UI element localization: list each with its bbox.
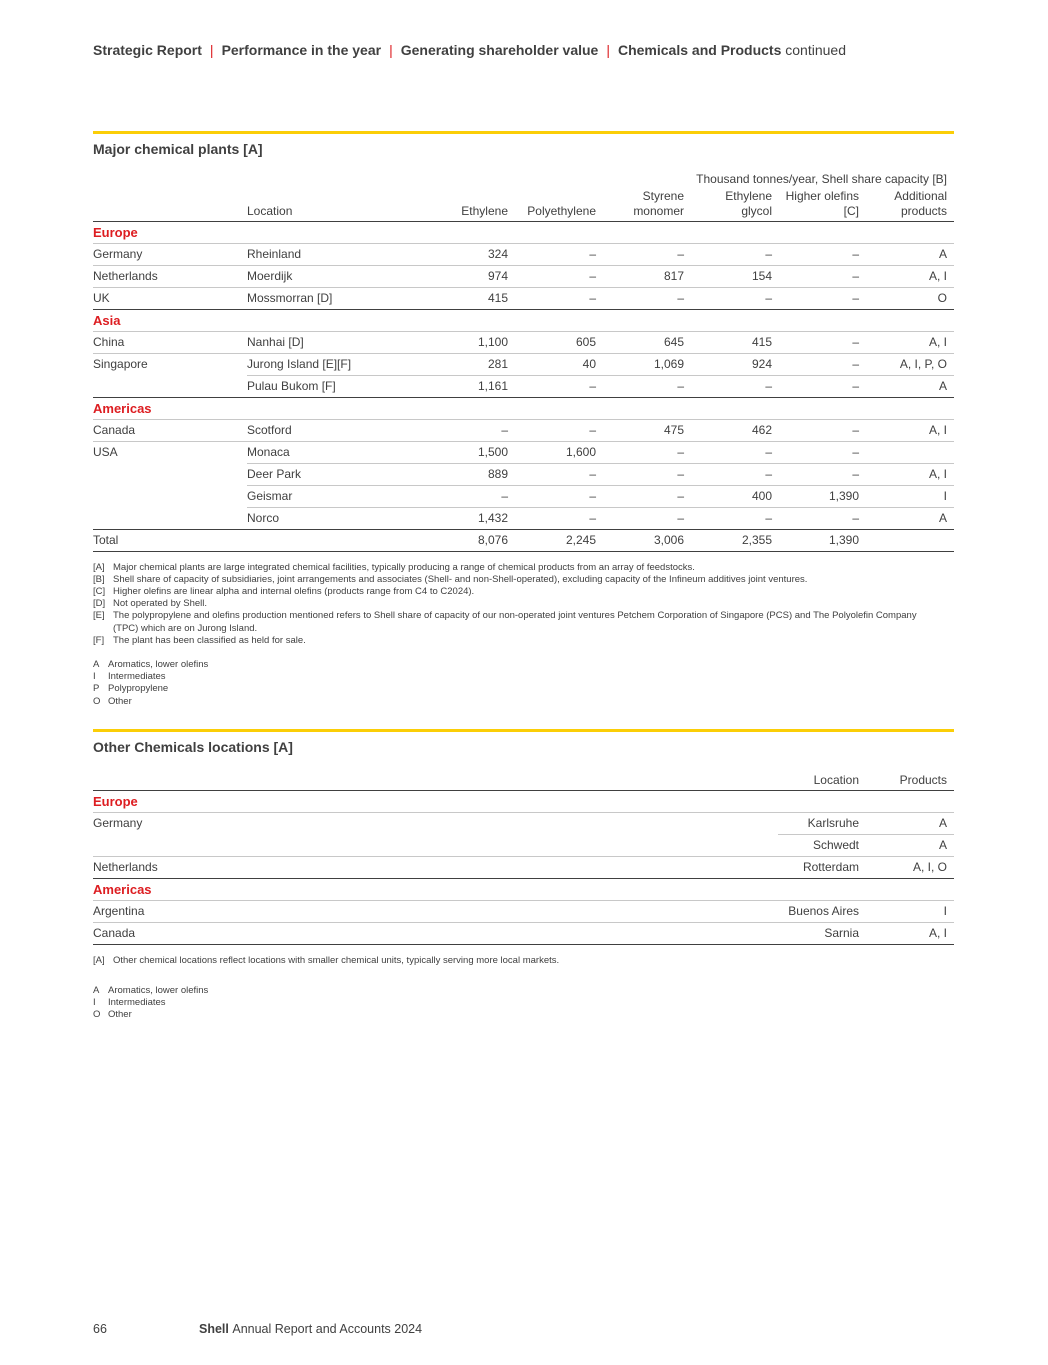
region-label: Europe [93,221,954,243]
country-cell [93,485,247,507]
section-divider [93,131,954,134]
products-cell: A, I [866,265,954,287]
breadcrumb-continued: continued [785,42,846,58]
country-cell: Germany [93,243,247,265]
legend-item: I Intermediates [93,996,166,1008]
value-cell: 974 [407,265,515,287]
value-cell: – [779,441,866,463]
location-cell: Pulau Bukom [F] [247,375,407,397]
column-header: Additional products [866,187,954,221]
products-cell: A [866,507,954,529]
legend-item: O Other [93,695,132,707]
products-cell: A, I [866,419,954,441]
region-label: Asia [93,309,954,331]
value-cell: 1,432 [407,507,515,529]
table-row [93,265,954,287]
breadcrumb-separator: | [606,42,610,58]
products-cell: A, I, P, O [866,353,954,375]
value-cell: – [603,243,691,265]
value-cell: 1,069 [603,353,691,375]
country-cell: Netherlands [93,265,247,287]
table-row [93,900,954,922]
value-cell: 415 [691,331,779,353]
products-cell: I [866,485,954,507]
country-cell [93,507,247,529]
footnote: [B] Shell share of capacity of subsidiaries, joint arrangements and associates (Shell- and non-Shell-operated), excluding capacity of the Infineum additives joint ventures. [93,573,808,585]
value-cell: 889 [407,463,515,485]
major-plants-section [93,131,954,708]
location-cell: Sarnia [778,922,866,944]
value-cell: 1,600 [515,441,603,463]
page-footer [93,1322,423,1336]
products-cell: I [866,900,954,922]
value-cell: – [779,375,866,397]
value-cell: – [779,419,866,441]
location-cell: Karlsruhe [778,812,866,834]
value-cell: 1,100 [407,331,515,353]
value-cell: 154 [691,265,779,287]
country-cell: Germany [93,815,143,830]
breadcrumb-separator: | [209,42,214,58]
location-cell: Scotford [247,419,407,441]
value-cell: 645 [603,331,691,353]
total-cell: 1,390 [779,529,866,551]
value-cell: – [515,243,603,265]
table-row [93,485,954,507]
country-cell: Netherlands [93,856,778,878]
products-cell: O [866,287,954,309]
country-cell: UK [93,287,247,309]
table-row [93,441,954,463]
value-cell: 605 [515,331,603,353]
country-cell: China [93,331,247,353]
footnotes [93,955,954,967]
country-cell: Singapore [93,356,148,371]
country-cell [93,375,247,397]
value-cell: 415 [407,287,515,309]
value-cell: 475 [603,419,691,441]
legend-item: P Polypropylene [93,683,169,695]
value-cell: 40 [515,353,603,375]
column-header [93,187,247,221]
region-label: Europe [93,790,954,812]
legend-item: A Aromatics, lower olefins [93,984,209,996]
products-cell: A, I [866,331,954,353]
section-title: Other Chemicals locations [A] [93,739,293,755]
column-header: Location [778,770,866,790]
breadcrumb-separator: | [389,42,393,58]
country-cell [93,463,247,485]
column-header: Higher olefins [C] [779,187,866,221]
location-cell: Moerdijk [247,265,407,287]
location-cell: Geismar [247,485,407,507]
location-cell: Jurong Island [E][F] [247,353,407,375]
value-cell: – [603,485,691,507]
table-row [93,375,954,397]
products-cell: A, I [866,922,954,944]
location-cell: Monaca [247,441,407,463]
total-label: Total [93,529,247,551]
value-cell: – [691,287,779,309]
value-cell: 281 [407,353,515,375]
products-cell [866,441,954,463]
value-cell: – [779,353,866,375]
legend [93,985,954,1022]
products-cell: A [866,834,954,856]
value-cell: – [691,507,779,529]
other-locations-table [93,770,954,945]
footnote: [E] The polypropylene and olefins production mentioned refers to Shell share of capacity of our non-operated joint ventures Petchem Corporation of Singapore (PCS) and The Polyolefin Company (TPC) which are on Jurong Island. [93,610,917,634]
value-cell: – [515,485,603,507]
footnote: [A] Major chemical plants are large integrated chemical facilities, typically producing a range of chemical products from an array of feedstocks. [93,561,695,573]
value-cell: 817 [603,265,691,287]
products-cell: A [866,375,954,397]
major-plants-table [93,169,954,552]
location-cell: Rheinland [247,243,407,265]
column-header: Ethylene glycol [691,187,779,221]
location-cell: Rotterdam [778,856,866,878]
table-row [93,419,954,441]
total-cell: 3,006 [603,529,691,551]
column-header: Styrene monomer [603,187,691,221]
total-row [93,529,954,551]
value-cell: 1,390 [779,485,866,507]
products-cell: A, I [866,463,954,485]
location-cell: Schwedt [778,834,866,856]
value-cell: – [407,419,515,441]
value-cell: – [407,485,515,507]
total-cell: 2,245 [515,529,603,551]
value-cell: – [603,507,691,529]
column-header: Products [866,770,954,790]
table-row [93,812,954,834]
column-header [93,770,778,790]
country-cell: Canada [93,419,247,441]
value-cell: – [515,507,603,529]
table-row [93,463,954,485]
legend-item: A Aromatics, lower olefins [93,658,209,670]
value-cell: – [603,375,691,397]
total-cell: 2,355 [691,529,779,551]
value-cell: – [603,463,691,485]
footnotes [93,562,954,647]
table-row [93,331,954,353]
country-cell: Canada [93,922,778,944]
breadcrumb-item[interactable]: Chemicals and Products [617,42,782,58]
value-cell: – [691,375,779,397]
total-cell: 8,076 [407,529,515,551]
products-cell: A [866,812,954,834]
value-cell: – [779,265,866,287]
table-row [93,243,954,265]
value-cell: – [779,463,866,485]
brand-name: Shell [199,1322,229,1336]
value-cell: 924 [691,353,779,375]
table-row [93,922,954,944]
products-cell: A [866,243,954,265]
value-cell: 1,161 [407,375,515,397]
legend-item: I Intermediates [93,671,166,683]
value-cell: – [515,287,603,309]
footnote: [F] The plant has been classified as held for sale. [93,634,306,646]
location-cell: Norco [247,507,407,529]
value-cell: – [691,463,779,485]
footnote: [C] Higher olefins are linear alpha and internal olefins (products range from C4 to C2024). [93,585,475,597]
footnote: [A] Other chemical locations reflect locations with smaller chemical units, typically serving more local markets. [93,954,560,966]
table-row [93,353,954,375]
value-cell: 1,500 [407,441,515,463]
document-name: Annual Report and Accounts 2024 [232,1322,423,1336]
table-row [93,834,954,856]
location-cell: Buenos Aires [778,900,866,922]
column-header: Ethylene [407,187,515,221]
location-cell: Nanhai [D] [247,331,407,353]
table-row [93,287,954,309]
value-cell: – [779,243,866,265]
table-row [93,856,954,878]
column-header: Polyethylene [515,187,603,221]
value-cell: – [515,265,603,287]
region-label: Americas [93,397,954,419]
other-locations-section [93,729,954,1021]
report-title [199,1322,422,1336]
section-title: Major chemical plants [A] [93,141,263,157]
footnote: [D] Not operated by Shell. [93,598,208,610]
location-cell: Deer Park [247,463,407,485]
column-header: Location [247,187,407,221]
breadcrumb [93,42,846,58]
region-label: Americas [93,878,954,900]
value-cell: – [603,287,691,309]
country-cell: USA [93,444,118,459]
country-cell: Argentina [93,900,778,922]
table-row [93,507,954,529]
value-cell: 324 [407,243,515,265]
legend [93,659,954,708]
legend-item: O Other [93,1009,132,1021]
value-cell: 400 [691,485,779,507]
page-number: 66 [93,1322,107,1336]
breadcrumb-item[interactable]: Strategic Report [93,42,202,58]
value-cell: – [691,243,779,265]
products-cell: A, I, O [866,856,954,878]
section-divider [93,729,954,732]
value-cell: – [779,331,866,353]
value-cell: – [515,463,603,485]
unit-label: Thousand tonnes/year, Shell share capacity [B] [696,172,947,186]
location-cell: Mossmorran [D] [247,287,407,309]
value-cell: – [779,507,866,529]
value-cell: – [515,419,603,441]
value-cell: 462 [691,419,779,441]
value-cell: – [603,441,691,463]
breadcrumb-item[interactable]: Generating shareholder value [400,42,599,58]
value-cell: – [691,441,779,463]
breadcrumb-item[interactable]: Performance in the year [221,42,382,58]
value-cell: – [779,287,866,309]
value-cell: – [515,375,603,397]
country-cell [93,834,778,856]
